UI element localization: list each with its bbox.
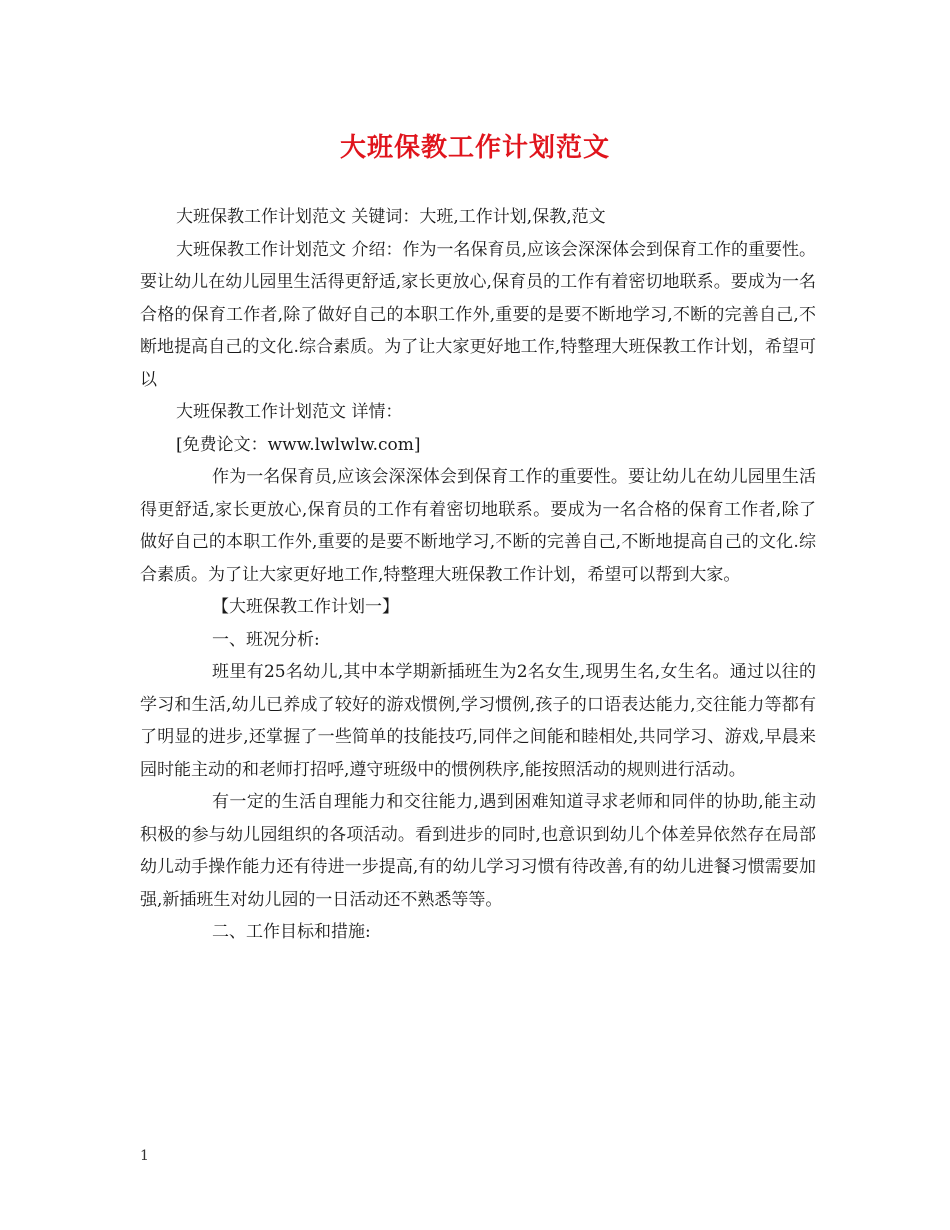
body-paragraph: 作为一名保育员,应该会深深体会到保育工作的重要性。要让幼儿在幼儿园里生活得更舒适,家长更放心,保育员的工作有着密切地联系。要成为一名合格的保育工作者,除了做好自己的本职工作外,重要的是要不断地学习,不断的完善自己,不断地提高自己的文化.综合素质。为了让大家更好地工作,特整理大班保教工作计划，希望可以帮到大家。 xyxy=(140,467,816,585)
subheading-goals-measures: 二、工作目标和措施: xyxy=(212,922,371,942)
details-heading: 大班保教工作计划范文 详情： xyxy=(176,402,403,422)
document-body xyxy=(140,201,816,949)
subheading-class-analysis: 一、班况分析: xyxy=(212,629,320,650)
section-heading-plan-one: 【大班保教工作计划一】 xyxy=(212,597,399,617)
keywords-paragraph: 大班保教工作计划范文 关键词：大班,工作计划,保教,范文 xyxy=(176,207,606,227)
intro-paragraph: 大班保教工作计划范文 介绍：作为一名保育员,应该会深深体会到保育工作的重要性。要让幼儿在幼儿园里生活得更舒适,家长更放心,保育员的工作有着密切地联系。要成为一名合格的保育工作者,除了做好自己的本职工作外,重要的是要不断地学习,不断的完善自己,不断地提高自己的文化.综合素质。为了让大家更好地工作,特整理大班保教工作计划，希望可以 xyxy=(140,239,816,390)
body-paragraph: 有一定的生活自理能力和交往能力,遇到困难知道寻求老师和同伴的协助,能主动积极的参与幼儿园组织的各项活动。看到进步的同时,也意识到幼儿个体差异依然存在局部幼儿动手操作能力还有待进一步提高,有的幼儿学习习惯有待改善,有的幼儿进餐习惯需要加强,新插班生对幼儿园的一日活动还不熟悉等等。 xyxy=(140,792,816,910)
document-title: 大班保教工作计划范文 xyxy=(339,133,610,163)
body-paragraph: 班里有25名幼儿,其中本学期新插班生为2名女生,现男生名,女生名。通过以往的学习和生活,幼儿已养成了较好的游戏惯例,学习惯例,孩子的口语表达能力,交往能力等都有了明显的进步,还掌握了一些简单的技能技巧,同伴之间能和睦相处,共同学习、游戏,早晨来园时能主动的和老师打招呼,遵守班级中的惯例秩序,能按照活动的规则进行活动。 xyxy=(140,662,816,780)
source-link-text: [免费论文：www.lwlwlw.com] xyxy=(176,434,421,455)
page-number: 1 xyxy=(140,1148,149,1164)
